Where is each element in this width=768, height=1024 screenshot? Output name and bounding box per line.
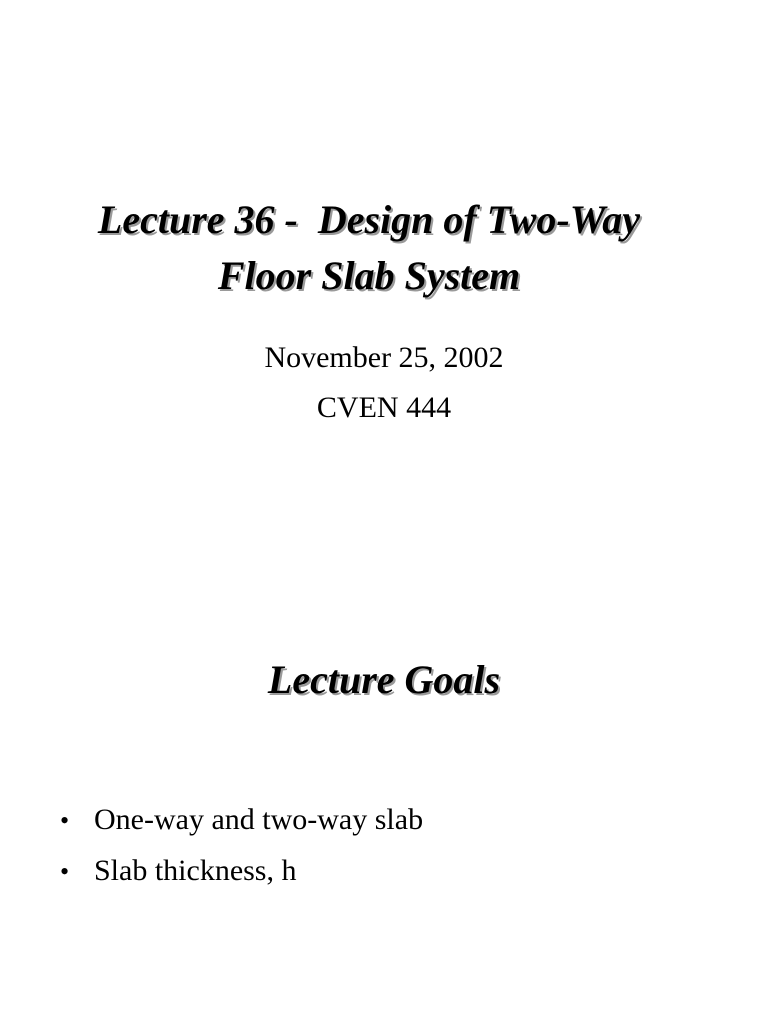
course-code: CVEN 444	[316, 391, 452, 424]
goals-title: Lecture Goals	[267, 657, 501, 702]
list-item	[60, 795, 423, 846]
lecture-title-line-1: Lecture 36 - Design of Two-Way	[97, 197, 641, 242]
lecture-title	[0, 192, 768, 304]
goals-slide	[0, 512, 768, 1024]
list-item	[60, 846, 423, 897]
goal-text: Slab thickness, h	[94, 854, 297, 887]
bullet-icon: •	[60, 857, 70, 886]
bullet-icon: •	[60, 806, 70, 835]
lecture-date: November 25, 2002	[264, 341, 504, 374]
lecture-subtitle	[0, 333, 768, 433]
lecture-title-line-2: Floor Slab System	[217, 253, 521, 298]
goal-text: One-way and two-way slab	[94, 803, 424, 836]
goals-list	[60, 795, 423, 897]
